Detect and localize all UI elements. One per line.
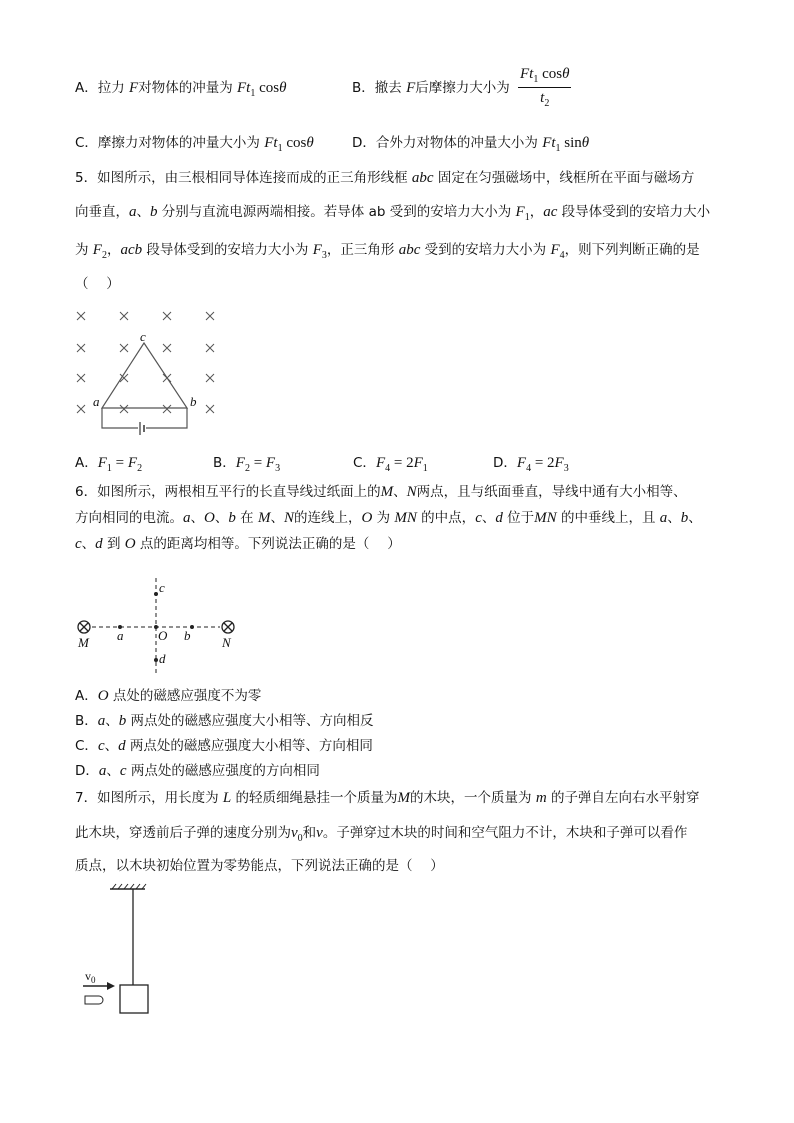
q5-option-a — [75, 454, 142, 478]
q4-option-a — [75, 79, 286, 103]
q5-triangle-figure — [70, 305, 230, 435]
text-segment: Ft — [237, 80, 251, 96]
text-segment: 2 — [244, 463, 250, 474]
text-segment: F — [515, 204, 525, 220]
text-segment: 两点处的磁感应强度的方向相同 — [126, 763, 320, 779]
field-cross-icon — [77, 374, 85, 382]
label-d: d — [159, 651, 166, 666]
text-segment: 4 — [526, 463, 532, 474]
wire-n-into-page-icon — [222, 621, 234, 633]
circuit-wire — [102, 408, 138, 428]
text-segment: 1 — [277, 143, 283, 154]
text-segment: c — [475, 510, 482, 526]
text-segment: 、 — [214, 510, 229, 526]
q5-answer-blank — [75, 275, 120, 293]
text-segment: 位于 — [502, 510, 535, 526]
text-segment: F — [92, 242, 102, 258]
q5-option-d — [493, 454, 569, 478]
text-segment: Ft — [264, 135, 278, 151]
label-b: b — [184, 628, 191, 643]
text-segment: 后摩擦力大小为 — [415, 80, 510, 96]
text-segment: ac — [543, 204, 558, 220]
text-segment: cos — [538, 66, 563, 82]
field-cross-icon — [120, 344, 128, 352]
text-segment: d — [95, 536, 103, 552]
text-segment: 2 — [544, 98, 550, 109]
field-cross-icon — [206, 405, 214, 413]
field-cross-icon — [163, 344, 171, 352]
text-segment: ，正三角形 — [326, 242, 399, 258]
text-segment: B．撤去 — [352, 80, 407, 96]
text-segment: = — [249, 455, 266, 471]
field-cross-icon — [77, 312, 85, 320]
text-segment: θ — [279, 80, 287, 96]
text-segment: = 2 — [390, 455, 414, 471]
text-segment: M — [257, 510, 271, 526]
label-a: a — [93, 394, 100, 409]
field-cross-icon — [206, 312, 214, 320]
text-segment: MN — [394, 510, 417, 526]
label-c: c — [140, 329, 146, 344]
text-segment: 点的距离均相等。下列说法正确的是（ ） — [135, 536, 401, 552]
text-segment: ， — [529, 204, 544, 220]
text-segment: a — [98, 763, 107, 779]
text-segment: a — [97, 713, 106, 729]
text-segment: 段导体受到的安培力大小 — [557, 204, 711, 220]
text-segment: 、 — [105, 713, 119, 729]
q5-line-2 — [75, 203, 710, 227]
wood-block — [120, 985, 148, 1013]
triangle-frame — [102, 343, 187, 408]
text-segment: D． — [75, 763, 99, 779]
text-segment: b — [680, 510, 689, 526]
text-segment: 在 — [235, 510, 258, 526]
text-segment: A． — [75, 688, 98, 704]
text-segment: 方向相同的电流。 — [75, 510, 183, 526]
q7-line-3 — [75, 857, 444, 875]
q5-line-1 — [75, 169, 694, 187]
text-segment: F — [235, 455, 245, 471]
text-segment: 为 — [372, 510, 395, 526]
text-segment: 、 — [81, 536, 96, 552]
text-segment: m — [535, 790, 547, 806]
text-segment: 1 — [250, 88, 256, 99]
text-segment: a — [129, 204, 137, 220]
text-segment: 4 — [559, 250, 565, 261]
text-segment: M — [397, 790, 411, 806]
text-segment: acb — [120, 242, 143, 258]
text-segment: abc — [398, 242, 421, 258]
label-o: O — [158, 628, 168, 643]
text-segment: N — [283, 510, 294, 526]
text-segment: ， — [106, 242, 121, 258]
text-segment: （ ） — [75, 276, 120, 292]
text-segment: 2 — [137, 463, 143, 474]
text-segment: L — [222, 790, 232, 806]
q6-option-a — [75, 687, 261, 705]
text-segment: θ — [306, 135, 314, 151]
q6-wires-figure — [70, 570, 250, 680]
q4-option-b — [352, 79, 510, 97]
text-segment: 3 — [321, 250, 327, 261]
text-segment: 1 — [555, 143, 561, 154]
bullet-icon — [85, 996, 103, 1004]
text-segment: d — [118, 738, 126, 754]
q6-line-3 — [75, 535, 401, 553]
q4-option-c — [75, 134, 314, 158]
text-segment: F — [516, 455, 527, 471]
text-segment: c — [75, 536, 82, 552]
text-segment: a — [183, 510, 191, 526]
text-segment: D． — [493, 455, 517, 471]
text-segment: 1 — [533, 74, 539, 85]
text-segment: 分别与直流电源两端相接。若导体 ab 受到的安培力大小为 — [157, 204, 516, 220]
label-c: c — [159, 580, 165, 595]
text-segment: 5．如图所示，由三根相同导体连接而成的正三角形线框 — [75, 170, 412, 186]
text-segment: 1 — [106, 463, 112, 474]
text-segment: C．摩擦力对物体的冲量大小为 — [75, 135, 265, 151]
text-segment: 受到的安培力大小为 — [420, 242, 551, 258]
text-segment: 3 — [563, 463, 569, 474]
field-cross-icon — [163, 405, 171, 413]
text-segment: 到 — [102, 536, 125, 552]
text-segment: A． — [75, 455, 98, 471]
text-segment: F — [375, 455, 386, 471]
text-segment: θ — [581, 135, 590, 151]
text-segment: Ft — [542, 135, 556, 151]
text-segment: t — [540, 90, 545, 106]
text-segment: MN — [534, 510, 557, 526]
text-segment: 3 — [275, 463, 281, 474]
text-segment: Ft — [520, 66, 534, 82]
text-segment: 的中点， — [416, 510, 476, 526]
text-segment: θ — [562, 66, 570, 82]
label-v0: $v_0$ — [85, 969, 96, 985]
text-segment: 1 — [524, 212, 530, 223]
text-segment: = — [111, 455, 128, 471]
text-segment: 7．如图所示，用长度为 — [75, 790, 223, 806]
text-segment: 点处的磁感应强度不为零 — [108, 688, 262, 704]
text-segment: 和 — [302, 825, 317, 841]
text-segment: C． — [75, 738, 98, 754]
text-segment: B． — [213, 455, 236, 471]
field-cross-icon — [120, 312, 128, 320]
text-segment: sin — [560, 135, 582, 151]
text-segment: v — [291, 825, 298, 841]
text-segment: F — [550, 242, 560, 258]
text-segment: 2 — [101, 250, 107, 261]
field-cross-icon — [206, 344, 214, 352]
text-segment: abc — [411, 170, 434, 186]
q7-pendulum-figure — [75, 880, 165, 1020]
text-segment: F — [312, 242, 322, 258]
text-segment: 。子弹穿过木块的时间和空气阻力不计，木块和子弹可以看作 — [322, 825, 688, 841]
text-segment: 固定在匀强磁场中，线框所在平面与磁场方 — [433, 170, 695, 186]
text-segment: O — [204, 510, 215, 526]
text-segment: 的轻质细绳悬挂一个质量为 — [231, 790, 398, 806]
text-segment: O — [361, 510, 373, 526]
text-segment: 的中垂线上，且 — [556, 510, 660, 526]
text-segment: c — [119, 763, 127, 779]
q6-option-c — [75, 737, 373, 755]
text-segment: 质点，以木块初始位置为零势能点，下列说法正确的是（ ） — [75, 858, 444, 874]
text-segment: F — [265, 455, 276, 471]
text-segment: 、 — [688, 510, 702, 526]
text-segment: F — [127, 455, 138, 471]
text-segment: 、 — [190, 510, 204, 526]
q7-line-1 — [75, 789, 699, 807]
field-cross-icon — [120, 405, 128, 413]
text-segment: ，则下列判断正确的是 — [564, 242, 700, 258]
text-segment: C． — [353, 455, 376, 471]
text-segment: F — [406, 80, 416, 96]
text-segment: M — [380, 484, 394, 500]
text-segment: 、 — [136, 204, 150, 220]
field-cross-icon — [163, 312, 171, 320]
text-segment: cos — [255, 80, 280, 96]
text-segment: 6．如图所示，两根相互平行的长直导线过纸面上的 — [75, 484, 381, 500]
text-segment: 两点，且与纸面垂直，导线中通有大小相等、 — [416, 484, 687, 500]
text-segment: b — [228, 510, 236, 526]
field-cross-icon — [77, 344, 85, 352]
text-segment: N — [406, 484, 417, 500]
text-segment: 的子弹自左向右水平射穿 — [546, 790, 700, 806]
q7-line-2 — [75, 824, 687, 848]
text-segment: 的木块，一个质量为 — [410, 790, 536, 806]
text-segment: 此木块，穿透前后子弹的速度分别为 — [75, 825, 291, 841]
text-segment: cos — [282, 135, 307, 151]
q4-option-b-fraction — [518, 66, 571, 109]
q5-option-b — [213, 454, 280, 478]
label-n: N — [222, 635, 231, 650]
q4-option-d — [352, 134, 589, 158]
q6-option-d — [75, 762, 320, 780]
text-segment: 、 — [104, 738, 119, 754]
text-segment: A．拉力 — [75, 80, 130, 96]
text-segment: O — [124, 536, 136, 552]
text-segment: F — [413, 455, 423, 471]
text-segment: 的连线上， — [293, 510, 362, 526]
text-segment: O — [97, 688, 109, 704]
text-segment: 、 — [270, 510, 284, 526]
text-segment: 、 — [667, 510, 681, 526]
text-segment: a — [659, 510, 668, 526]
text-segment: B． — [75, 713, 98, 729]
fraction-denominator — [518, 88, 571, 109]
text-segment: v — [316, 825, 323, 841]
text-segment: b — [118, 713, 127, 729]
text-segment: 向垂直， — [75, 204, 129, 220]
text-segment: 段导体受到的安培力大小为 — [142, 242, 313, 258]
text-segment: d — [495, 510, 503, 526]
q6-option-b — [75, 712, 374, 730]
text-segment: D．合外力对物体的冲量大小为 — [352, 135, 543, 151]
text-segment: 对物体的冲量为 — [138, 80, 237, 96]
field-cross-icon — [206, 374, 214, 382]
text-segment: c — [97, 738, 105, 754]
q5-option-c — [353, 454, 428, 478]
text-segment: 两点处的磁感应强度大小相等、方向相同 — [125, 738, 373, 754]
field-cross-icon — [77, 405, 85, 413]
text-segment: b — [150, 204, 158, 220]
text-segment: 4 — [385, 463, 391, 474]
text-segment: F — [97, 455, 107, 471]
text-segment: F — [554, 455, 564, 471]
text-segment: = 2 — [531, 455, 555, 471]
text-segment: 、 — [106, 763, 120, 779]
q5-line-3 — [75, 241, 700, 265]
label-m: M — [78, 635, 89, 650]
wire-m-into-page-icon — [78, 621, 90, 633]
text-segment: 、 — [481, 510, 496, 526]
text-segment: 两点处的磁感应强度大小相等、方向相反 — [126, 713, 374, 729]
label-a: a — [117, 628, 124, 643]
text-segment: 0 — [297, 833, 303, 844]
text-segment: 为 — [75, 242, 93, 258]
text-segment: 、 — [393, 484, 407, 500]
label-b: b — [190, 394, 197, 409]
q6-line-2 — [75, 509, 702, 527]
text-segment: 1 — [422, 463, 428, 474]
q6-line-1 — [75, 483, 687, 501]
fraction-numerator — [518, 66, 571, 88]
text-segment: F — [129, 80, 139, 96]
